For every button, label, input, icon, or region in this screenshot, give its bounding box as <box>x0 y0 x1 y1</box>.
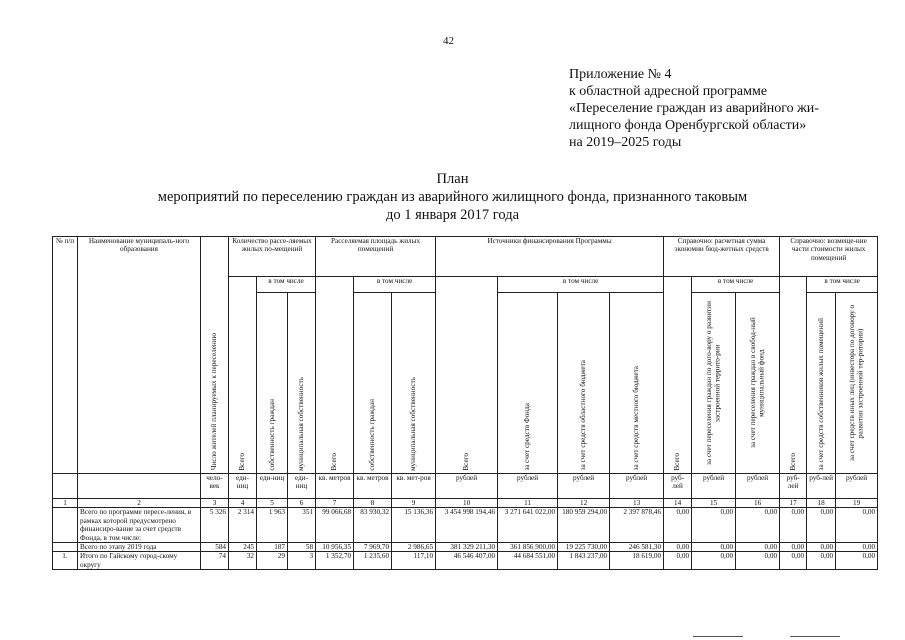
column-number-row <box>53 499 878 508</box>
unit-cell: еди-ниц <box>257 474 288 499</box>
value-cell: 18 619,00 <box>610 552 664 570</box>
header-ref-econ: Справочно: расчетная сумма экономии бюд-жетных средств <box>664 237 780 277</box>
header-local: за счет средств местного бюджета <box>610 293 664 474</box>
value-cell: 0,00 <box>836 552 878 570</box>
value-cell: 2 397 878,46 <box>610 508 664 543</box>
unit-cell: рублей <box>692 474 736 499</box>
table-row <box>53 508 878 543</box>
unit-cell: чело-век <box>201 474 229 499</box>
column-number-cell: 9 <box>392 499 436 508</box>
value-cell: 58 <box>288 543 316 552</box>
value-cell: 83 930,32 <box>354 508 392 543</box>
header-finance: Источники финансирования Программы <box>436 237 664 277</box>
value-cell: 29 <box>257 552 288 570</box>
value-cell: 0,00 <box>692 543 736 552</box>
value-cell: 180 959 294,00 <box>558 508 610 543</box>
header-finance-total: Всего <box>436 277 498 474</box>
column-number-cell: 5 <box>257 499 288 508</box>
column-number-cell: 19 <box>836 499 878 508</box>
unit-cell: рублей <box>436 474 498 499</box>
title-line: План <box>436 171 469 187</box>
value-cell: 1 963 <box>257 508 288 543</box>
value-cell: 0,00 <box>736 552 780 570</box>
page-bar <box>790 636 840 637</box>
value-cell: 187 <box>257 543 288 552</box>
value-cell: 117,10 <box>392 552 436 570</box>
header-name: Наименование муниципаль-ного образования <box>78 237 201 474</box>
page-bar <box>693 636 743 637</box>
value-cell: 2 314 <box>229 508 257 543</box>
column-number-cell: 1 <box>53 499 78 508</box>
value-cell: 10 956,35 <box>316 543 354 552</box>
row-name: Итого по Гайскому город-скому округу <box>78 552 201 570</box>
column-number-cell: 11 <box>498 499 558 508</box>
value-cell: 381 329 211,30 <box>436 543 498 552</box>
unit-cell: руб-лей <box>807 474 836 499</box>
title-line: мероприятий по переселению граждан из аварийного жилищного фонда, признанного таковым <box>157 189 748 205</box>
header-incl: в том числе <box>354 277 436 293</box>
header-municipal-own: муниципальная собственность <box>288 293 316 474</box>
value-cell: 0,00 <box>736 508 780 543</box>
appendix-line: к областной адресной программе <box>569 84 768 99</box>
value-cell: 0,00 <box>836 543 878 552</box>
header-count-total: Всего <box>229 277 257 474</box>
value-cell: 245 <box>229 543 257 552</box>
appendix-line: на 2019–2025 годы <box>569 135 682 150</box>
header-citizens-own: собственность граждан <box>257 293 288 474</box>
unit-cell: рублей <box>736 474 780 499</box>
column-number-cell: 17 <box>780 499 807 508</box>
value-cell: 0,00 <box>664 552 692 570</box>
header-area-total: Всего <box>316 277 354 474</box>
header-count: Количество рассе-ляемых жилых по-мещений <box>229 237 316 277</box>
header-econ-total: Всего <box>664 277 692 474</box>
table-row <box>53 552 878 570</box>
value-cell: 1 235,60 <box>354 552 392 570</box>
column-number-cell: 4 <box>229 499 257 508</box>
column-number-cell: 3 <box>201 499 229 508</box>
value-cell: 0,00 <box>780 552 807 570</box>
header-fund: за счет средств Фонда <box>498 293 558 474</box>
row-number: 1. <box>53 552 78 570</box>
value-cell: 74 <box>201 552 229 570</box>
unit-cell: еди-ниц <box>229 474 257 499</box>
header-citizens-own: собственность граждан <box>354 293 392 474</box>
value-cell: 0,00 <box>736 543 780 552</box>
header-comp1: за счет средств собственников жилых помещений <box>807 293 836 474</box>
value-cell: 0,00 <box>807 543 836 552</box>
column-number-cell: 14 <box>664 499 692 508</box>
value-cell: 0,00 <box>807 508 836 543</box>
page-number: 42 <box>443 35 454 47</box>
unit-cell: рублей <box>836 474 878 499</box>
unit-cell: руб-лей <box>664 474 692 499</box>
value-cell: 361 856 900,00 <box>498 543 558 552</box>
value-cell: 44 684 551,00 <box>498 552 558 570</box>
appendix-line: Приложение № 4 <box>569 67 672 82</box>
unit-cell: рублей <box>498 474 558 499</box>
value-cell: 5 326 <box>201 508 229 543</box>
value-cell: 246 581,30 <box>610 543 664 552</box>
value-cell: 0,00 <box>664 508 692 543</box>
unit-cell: кв. метров <box>354 474 392 499</box>
units-row <box>53 474 878 499</box>
unit-cell: еди-ниц <box>288 474 316 499</box>
value-cell: 3 271 641 022,00 <box>498 508 558 543</box>
value-cell: 3 454 998 194,46 <box>436 508 498 543</box>
document-title <box>0 170 905 224</box>
value-cell: 0,00 <box>807 552 836 570</box>
header-num: № п/п <box>53 237 78 474</box>
column-number-cell: 13 <box>610 499 664 508</box>
value-cell: 0,00 <box>664 543 692 552</box>
header-ref-comp: Справочно: возмеще-ние части стоимости жилых помещений <box>780 237 878 277</box>
plan-table <box>52 236 878 570</box>
row-number <box>53 543 78 552</box>
column-number-cell: 10 <box>436 499 498 508</box>
unit-cell: руб-лей <box>780 474 807 499</box>
column-number-cell: 2 <box>78 499 201 508</box>
header-incl: в том числе <box>807 277 878 293</box>
value-cell: 1 352,70 <box>316 552 354 570</box>
row-number <box>53 508 78 543</box>
value-cell: 15 136,36 <box>392 508 436 543</box>
unit-cell: кв. мет-ров <box>392 474 436 499</box>
value-cell: 351 <box>288 508 316 543</box>
header-municipal-own: муниципальная собственность <box>392 293 436 474</box>
value-cell: 0,00 <box>692 508 736 543</box>
value-cell: 32 <box>229 552 257 570</box>
column-number-cell: 18 <box>807 499 836 508</box>
value-cell: 0,00 <box>780 508 807 543</box>
value-cell: 3 <box>288 552 316 570</box>
appendix-block <box>569 66 819 151</box>
table-row <box>53 543 878 552</box>
unit-cell: рублей <box>610 474 664 499</box>
column-number-cell: 15 <box>692 499 736 508</box>
header-incl: в том числе <box>257 277 316 293</box>
column-number-cell: 8 <box>354 499 392 508</box>
column-number-cell: 7 <box>316 499 354 508</box>
value-cell: 0,00 <box>836 508 878 543</box>
header-comp-total: Всего <box>780 277 807 474</box>
value-cell: 0,00 <box>780 543 807 552</box>
value-cell: 0,00 <box>692 552 736 570</box>
value-cell: 46 546 407,00 <box>436 552 498 570</box>
appendix-line: «Переселение граждан из аварийного жи- <box>569 101 819 116</box>
header-incl: в том числе <box>692 277 780 293</box>
header-incl: в том числе <box>498 277 664 293</box>
value-cell: 19 225 730,00 <box>558 543 610 552</box>
column-number-cell: 16 <box>736 499 780 508</box>
table-body <box>53 508 878 570</box>
header-econ1: за счет переселения граждан по дого-вору о развитии застроенной террито-рии <box>692 293 736 474</box>
value-cell: 99 066,68 <box>316 508 354 543</box>
header-area: Расселяемая площадь жилых помещений <box>316 237 436 277</box>
header-comp2: за счет средств иных лиц (инвестора по договору о развитии застроенной тер-ритории) <box>836 293 878 474</box>
header-regional: за счет средств областного бюджета <box>558 293 610 474</box>
value-cell: 584 <box>201 543 229 552</box>
unit-cell: рублей <box>558 474 610 499</box>
row-name: Всего по этапу 2019 года <box>78 543 201 552</box>
column-number-cell: 6 <box>288 499 316 508</box>
value-cell: 1 843 237,00 <box>558 552 610 570</box>
column-number-cell: 12 <box>558 499 610 508</box>
value-cell: 7 969,70 <box>354 543 392 552</box>
header-econ2: за счет переселения граждан в свобод-ный муниципальный фонд <box>736 293 780 474</box>
header-residents: Число жителей планируемых к переселению <box>201 237 229 474</box>
value-cell: 2 986,65 <box>392 543 436 552</box>
appendix-line: лищного фонда Оренбургской области» <box>569 118 807 133</box>
unit-cell: кв. метров <box>316 474 354 499</box>
row-name: Всего по программе пересе-ления, в рамках которой предусмотрено финансиро-вание за счет средств Фонда, в том числе: <box>78 508 201 543</box>
title-line: до 1 января 2017 года <box>385 207 520 223</box>
